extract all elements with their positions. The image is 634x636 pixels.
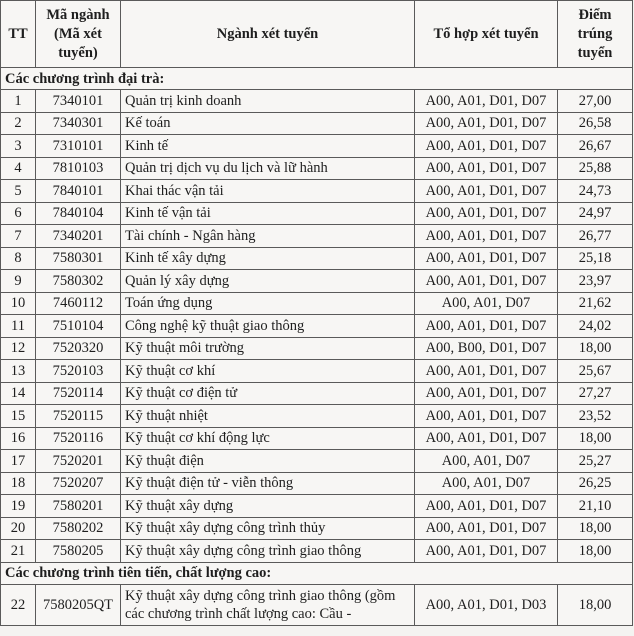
cell-score: 18,00 [558,337,633,360]
cell-tt: 4 [1,157,36,180]
cell-tt: 21 [1,540,36,563]
cell-combo: A00, A01, D07 [415,292,558,315]
table-row [1,225,633,248]
cell-score: 18,00 [558,517,633,540]
cell-score: 27,00 [558,90,633,113]
cell-name: Toán ứng dụng [121,292,415,315]
cell-code: 7310101 [36,135,121,158]
cell-score: 25,88 [558,157,633,180]
table-row [1,517,633,540]
table-row [1,112,633,135]
table-row [1,472,633,495]
cell-name: Kỹ thuật môi trường [121,337,415,360]
cell-code: 7840104 [36,202,121,225]
cell-score: 25,67 [558,360,633,383]
cell-score: 24,73 [558,180,633,203]
cell-combo: A00, A01, D01, D07 [415,315,558,338]
table-row [1,90,633,113]
cell-tt: 20 [1,517,36,540]
cell-score: 27,27 [558,382,633,405]
cell-tt: 2 [1,112,36,135]
cell-combo: A00, A01, D01, D07 [415,517,558,540]
cell-score: 24,97 [558,202,633,225]
cell-tt: 15 [1,405,36,428]
table-row [1,427,633,450]
cell-name: Kinh tế xây dựng [121,247,415,270]
cell-combo: A00, A01, D01, D07 [415,427,558,450]
cell-code: 7510104 [36,315,121,338]
header-code: Mã ngành (Mã xét tuyển) [36,1,121,68]
cell-tt: 12 [1,337,36,360]
cell-combo: A00, A01, D01, D07 [415,202,558,225]
cell-score: 26,67 [558,135,633,158]
cell-combo: A00, A01, D01, D07 [415,495,558,518]
table-row [1,292,633,315]
cell-tt: 3 [1,135,36,158]
cell-name: Kỹ thuật điện [121,450,415,473]
cell-combo: A00, A01, D01, D07 [415,180,558,203]
table-row [1,315,633,338]
cell-tt: 19 [1,495,36,518]
cell-tt: 17 [1,450,36,473]
table-row [1,405,633,428]
cell-combo: A00, A01, D01, D07 [415,90,558,113]
cell-code: 7340301 [36,112,121,135]
cell-name: Kỹ thuật cơ khí [121,360,415,383]
cell-tt: 18 [1,472,36,495]
table-row [1,270,633,293]
cell-name: Kinh tế vận tải [121,202,415,225]
section-title: Các chương trình tiên tiến, chất lượng cao: [1,562,633,584]
cell-name: Kỹ thuật nhiệt [121,405,415,428]
cell-code: 7580301 [36,247,121,270]
table-row [1,157,633,180]
cell-combo: A00, A01, D01, D07 [415,112,558,135]
cell-name: Quản trị kinh doanh [121,90,415,113]
cell-combo: A00, A01, D01, D07 [415,135,558,158]
table-body [1,68,633,626]
section-title: Các chương trình đại trà: [1,68,633,90]
cell-code: 7520115 [36,405,121,428]
cell-name: Kỹ thuật xây dựng [121,495,415,518]
cell-score: 26,25 [558,472,633,495]
section-row [1,68,633,90]
cell-combo: A00, A01, D01, D07 [415,157,558,180]
cell-tt: 22 [1,584,36,625]
cell-name: Kỹ thuật xây dựng công trình giao thông [121,540,415,563]
cell-code: 7840101 [36,180,121,203]
cell-tt: 7 [1,225,36,248]
cell-tt: 5 [1,180,36,203]
cell-tt: 6 [1,202,36,225]
header-row [1,1,633,68]
cell-code: 7340101 [36,90,121,113]
table-row [1,337,633,360]
cell-score: 26,77 [558,225,633,248]
table-row [1,180,633,203]
table-row [1,202,633,225]
cell-score: 26,58 [558,112,633,135]
cell-code: 7580201 [36,495,121,518]
cell-name: Kỹ thuật xây dựng công trình thủy [121,517,415,540]
cell-tt: 16 [1,427,36,450]
cell-name: Khai thác vận tải [121,180,415,203]
cell-score: 18,00 [558,427,633,450]
cell-tt: 11 [1,315,36,338]
cell-code: 7520207 [36,472,121,495]
table-row [1,450,633,473]
cell-name: Kinh tế [121,135,415,158]
cell-name: Tài chính - Ngân hàng [121,225,415,248]
cell-name: Công nghệ kỹ thuật giao thông [121,315,415,338]
header-tt: TT [1,1,36,68]
cell-combo: A00, A01, D01, D03 [415,584,558,625]
table-row [1,247,633,270]
cell-code: 7520320 [36,337,121,360]
cell-name: Kế toán [121,112,415,135]
cell-code: 7580302 [36,270,121,293]
cell-combo: A00, A01, D01, D07 [415,405,558,428]
table-row [1,135,633,158]
cell-tt: 1 [1,90,36,113]
cell-score: 25,18 [558,247,633,270]
table-row [1,382,633,405]
cell-name: Quản trị dịch vụ du lịch và lữ hành [121,157,415,180]
cell-tt: 14 [1,382,36,405]
section-row [1,562,633,584]
table-row [1,360,633,383]
cell-combo: A00, A01, D01, D07 [415,382,558,405]
cell-combo: A00, A01, D01, D07 [415,247,558,270]
cell-name: Kỹ thuật cơ điện tử [121,382,415,405]
cell-name: Kỹ thuật cơ khí động lực [121,427,415,450]
header-combo: Tổ hợp xét tuyển [415,1,558,68]
cell-combo: A00, A01, D07 [415,450,558,473]
cell-code: 7580205 [36,540,121,563]
header-score: Điểm trúng tuyển [558,1,633,68]
cell-name: Kỹ thuật điện tử - viễn thông [121,472,415,495]
cell-combo: A00, A01, D01, D07 [415,225,558,248]
cell-tt: 8 [1,247,36,270]
cell-code: 7340201 [36,225,121,248]
cell-score: 18,00 [558,584,633,625]
cell-tt: 10 [1,292,36,315]
cell-combo: A00, B00, D01, D07 [415,337,558,360]
cell-score: 18,00 [558,540,633,563]
cell-tt: 13 [1,360,36,383]
header-name: Ngành xét tuyển [121,1,415,68]
cell-combo: A00, A01, D01, D07 [415,360,558,383]
cell-code: 7810103 [36,157,121,180]
cell-score: 23,52 [558,405,633,428]
cell-code: 7520116 [36,427,121,450]
cell-score: 21,10 [558,495,633,518]
cell-score: 24,02 [558,315,633,338]
cell-score: 25,27 [558,450,633,473]
cell-name: Quản lý xây dựng [121,270,415,293]
cell-code: 7580205QT [36,584,121,625]
table-row [1,495,633,518]
cell-combo: A00, A01, D01, D07 [415,540,558,563]
cell-code: 7520114 [36,382,121,405]
cell-code: 7580202 [36,517,121,540]
table-row [1,584,633,625]
cell-combo: A00, A01, D01, D07 [415,270,558,293]
cell-score: 21,62 [558,292,633,315]
cell-name: Kỹ thuật xây dựng công trình giao thông (gồm các chương trình chất lượng cao: Cầu - [121,584,415,625]
cell-combo: A00, A01, D07 [415,472,558,495]
cell-code: 7520103 [36,360,121,383]
cell-code: 7520201 [36,450,121,473]
cell-code: 7460112 [36,292,121,315]
table-row [1,540,633,563]
cell-score: 23,97 [558,270,633,293]
cell-tt: 9 [1,270,36,293]
